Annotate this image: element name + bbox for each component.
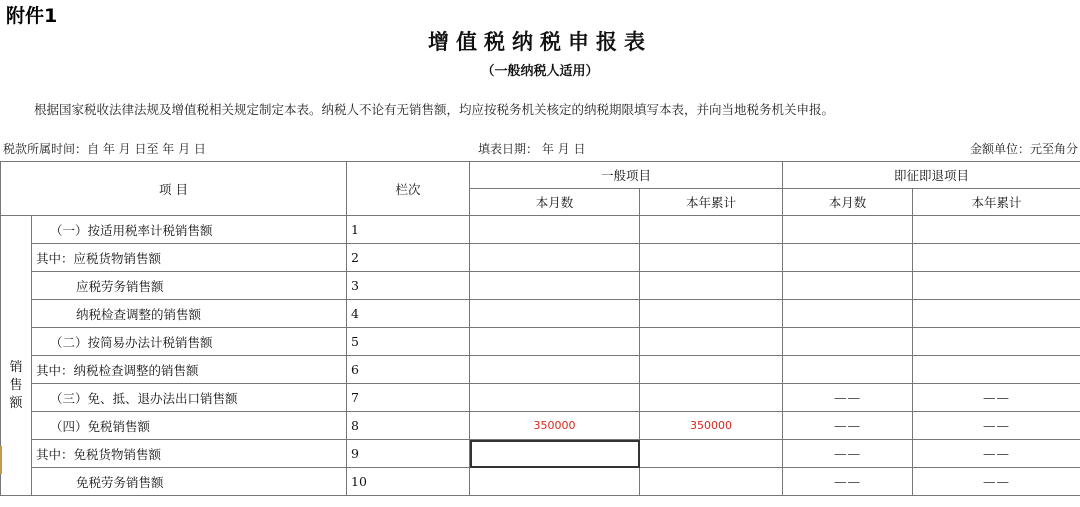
row-line: 7 (347, 384, 470, 412)
cell-general-year[interactable]: 350000 (640, 412, 783, 440)
amount-unit: 金额单位：元至角分 (969, 142, 1078, 156)
row-label: 纳税检查调整的销售额 (32, 300, 347, 328)
table-row (1, 244, 1080, 272)
row-line: 5 (347, 328, 470, 356)
row-marker (0, 446, 2, 474)
side-char: 额 (9, 395, 23, 411)
row-label: （四）免税销售额 (32, 412, 347, 440)
table-row (1, 356, 1080, 384)
row-label: 其中：应税货物销售额 (32, 244, 347, 272)
row-line: 2 (347, 244, 470, 272)
cell-general-month[interactable] (470, 300, 640, 328)
cell-refund-year[interactable] (913, 272, 1080, 300)
cell-refund-year[interactable] (913, 300, 1080, 328)
row-label: 其中：免税货物销售额 (32, 440, 347, 468)
cell-refund-month[interactable] (783, 272, 913, 300)
row-line: 9 (347, 440, 470, 468)
cell-general-year[interactable] (640, 300, 783, 328)
row-label: （二）按简易办法计税销售额 (32, 328, 347, 356)
header-row (1, 162, 1080, 189)
header-refund-year: 本年累计 (913, 189, 1080, 216)
cell-general-month[interactable] (470, 216, 640, 244)
table-row (1, 216, 1080, 244)
cell-refund-year[interactable]: —— (913, 440, 1080, 468)
form-subtitle: （一般纳税人适用） (481, 64, 599, 79)
cell-general-month[interactable] (470, 384, 640, 412)
sales-side-label (1, 216, 32, 496)
row-label: 免税劳务销售额 (32, 468, 347, 496)
cell-general-month[interactable]: 350000 (470, 412, 640, 440)
row-line: 8 (347, 412, 470, 440)
attachment-label: 附件1 (6, 5, 58, 27)
fill-date: 填表日期： 年 月 日 (478, 142, 586, 156)
row-line: 1 (347, 216, 470, 244)
form-instructions: 根据国家税收法律法规及增值税相关规定制定本表。纳税人不论有无销售额，均应按税务机关核定的纳税期限填写本表，并向当地税务机关申报。 (34, 102, 835, 117)
row-line: 10 (347, 468, 470, 496)
cell-general-year[interactable] (640, 272, 783, 300)
row-label: （一）按适用税率计税销售额 (32, 216, 347, 244)
cell-general-month[interactable] (470, 356, 640, 384)
side-char: 售 (9, 377, 23, 393)
table-row (1, 272, 1080, 300)
cell-refund-month[interactable] (783, 216, 913, 244)
table-row (1, 300, 1080, 328)
cell-refund-month[interactable]: —— (783, 468, 913, 496)
cell-refund-year[interactable] (913, 244, 1080, 272)
table-row (1, 328, 1080, 356)
cell-refund-year[interactable]: —— (913, 468, 1080, 496)
cell-refund-month[interactable] (783, 300, 913, 328)
header-general-year: 本年累计 (640, 189, 783, 216)
cell-general-year[interactable] (640, 440, 783, 468)
cell-refund-year[interactable] (913, 328, 1080, 356)
row-line: 6 (347, 356, 470, 384)
header-refund: 即征即退项目 (783, 162, 1080, 189)
cell-general-month[interactable] (470, 272, 640, 300)
cell-refund-year[interactable] (913, 356, 1080, 384)
declaration-table (0, 161, 1080, 496)
row-line: 3 (347, 272, 470, 300)
cell-general-year[interactable] (640, 328, 783, 356)
cell-refund-month[interactable] (783, 244, 913, 272)
cell-general-month[interactable] (470, 468, 640, 496)
table-row (1, 440, 1080, 468)
cell-general-year[interactable] (640, 468, 783, 496)
cell-refund-year[interactable]: —— (913, 412, 1080, 440)
cell-refund-month[interactable]: —— (783, 440, 913, 468)
table-row (1, 412, 1080, 440)
cell-general-year[interactable] (640, 356, 783, 384)
row-label: 其中：纳税检查调整的销售额 (32, 356, 347, 384)
cell-general-year[interactable] (640, 244, 783, 272)
cell-refund-year[interactable]: —— (913, 384, 1080, 412)
table-row (1, 384, 1080, 412)
side-char: 销 (9, 359, 23, 375)
cell-refund-month[interactable]: —— (783, 384, 913, 412)
header-item: 项 目 (1, 162, 347, 216)
cell-general-month[interactable] (470, 328, 640, 356)
header-line: 栏次 (347, 162, 470, 216)
row-label: 应税劳务销售额 (32, 272, 347, 300)
cell-general-month-selected[interactable] (470, 440, 640, 468)
cell-refund-month[interactable] (783, 328, 913, 356)
header-refund-month: 本月数 (783, 189, 913, 216)
row-label: （三）免、抵、退办法出口销售额 (32, 384, 347, 412)
header-general: 一般项目 (470, 162, 783, 189)
tax-period: 税款所属时间：自 年 月 日至 年 月 日 (3, 142, 206, 156)
cell-refund-year[interactable] (913, 216, 1080, 244)
form-title: 增值税纳税申报表 (428, 29, 652, 54)
table-row (1, 468, 1080, 496)
row-line: 4 (347, 300, 470, 328)
cell-refund-month[interactable]: —— (783, 412, 913, 440)
cell-refund-month[interactable] (783, 356, 913, 384)
cell-general-year[interactable] (640, 384, 783, 412)
header-general-month: 本月数 (470, 189, 640, 216)
cell-general-month[interactable] (470, 244, 640, 272)
cell-general-year[interactable] (640, 216, 783, 244)
